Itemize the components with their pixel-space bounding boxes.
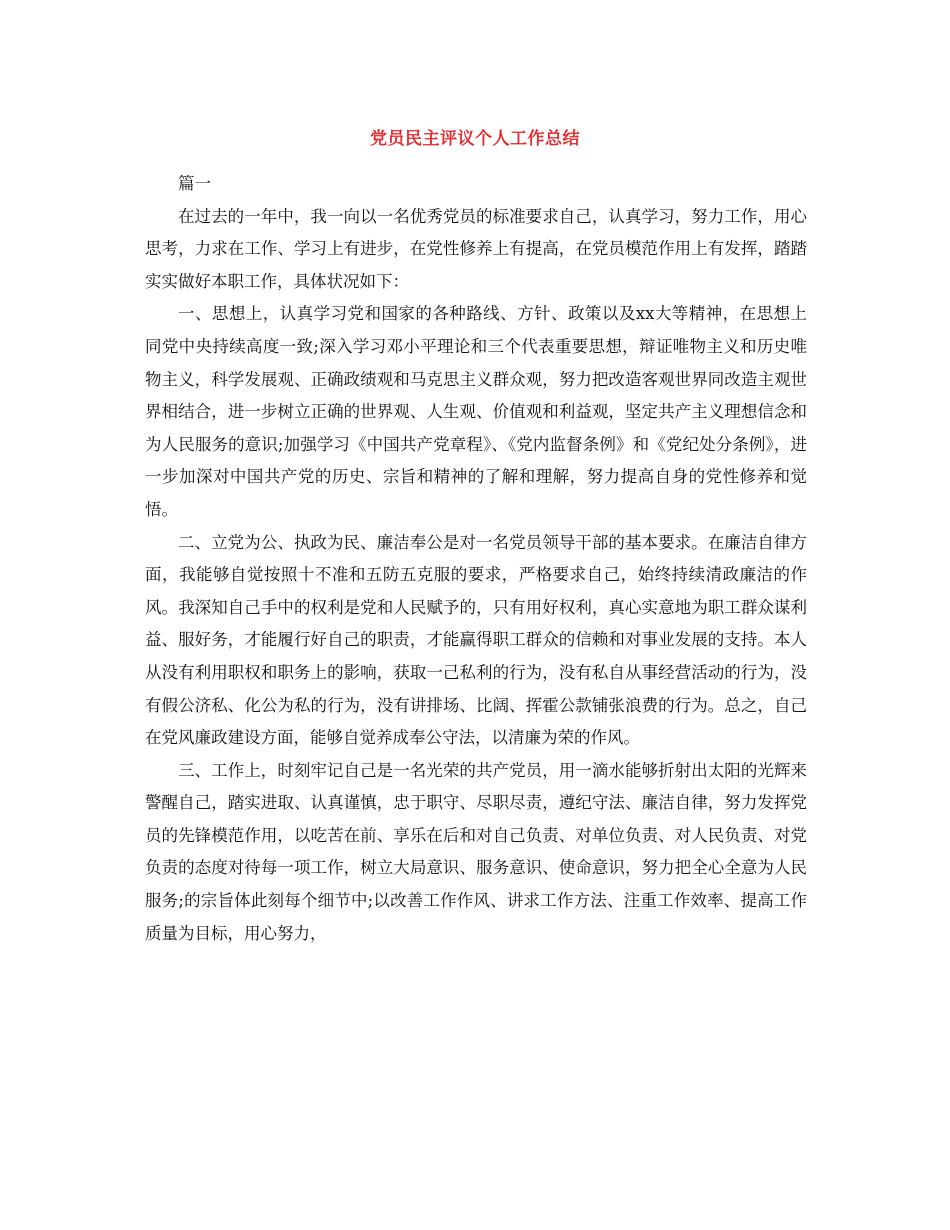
document-title: 党员民主评议个人工作总结 — [370, 129, 580, 149]
paragraph-ideology: 一、思想上，认真学习党和国家的各种路线、方针、政策以及xx大等精神，在思想上同党中央持续高度一致;深入学习邓小平理论和三个代表重要思想，辩证唯物主义和历史唯物主义，科学发展观、正确政绩观和马克思主义群众观，努力把改造客观世界同改造主观世界相结合，进一步树立正确的世界观、人生观、价值观和利益观，坚定共产主义理想信念和为人民服务的意识;加强学习《中国共产党章程》、《党内监督条例》和《党纪处分条例》，进一步加深对中国共产党的历史、宗旨和精神的了解和理解，努力提高自身的党性修养和觉悟。 — [145, 304, 807, 519]
paragraph-work: 三、工作上，时刻牢记自己是一名光荣的共产党员，用一滴水能够折射出太阳的光辉来警醒自己，踏实进取、认真谨慎，忠于职守、尽职尽责，遵纪守法、廉洁自律，努力发挥党员的先锋模范作用，以吃苦在前、享乐在后和对自己负责、对单位负责、对人民负责、对党负责的态度对待每一项工作，树立大局意识、服务意识、使命意识，努力把全心全意为人民服务;的宗旨体此刻每个细节中;以改善工作作风、讲求工作方法、注重工作效率、提高工作质量为目标，用心努力， — [145, 760, 807, 943]
paragraph-intro: 在过去的一年中，我一向以一名优秀党员的标准要求自己，认真学习，努力工作，用心思考，力求在工作、学习上有进步，在党性修养上有提高，在党员模范作用上有发挥，踏踏实实做好本职工作，具体状况如下： — [145, 206, 807, 291]
document-body — [145, 168, 807, 950]
section-heading: 篇一 — [178, 174, 211, 193]
paragraph-integrity: 二、立党为公、执政为民、廉洁奉公是对一名党员领导干部的基本要求。在廉洁自律方面，我能够自觉按照十不准和五防五克服的要求，严格要求自己，始终持续清政廉洁的作风。我深知自己手中的权利是党和人民赋予的，只有用好权利，真心实意地为职工群众谋利益、服好务，才能履行好自己的职责，才能赢得职工群众的信赖和对事业发展的支持。本人从没有利用职权和职务上的影响，获取一己私利的行为，没有私自从事经营活动的行为，没有假公济私、化公为私的行为，没有讲排场、比阔、挥霍公款铺张浪费的行为。总之，自己在党风廉政建设方面，能够自觉养成奉公守法，以清廉为荣的作风。 — [145, 532, 807, 748]
